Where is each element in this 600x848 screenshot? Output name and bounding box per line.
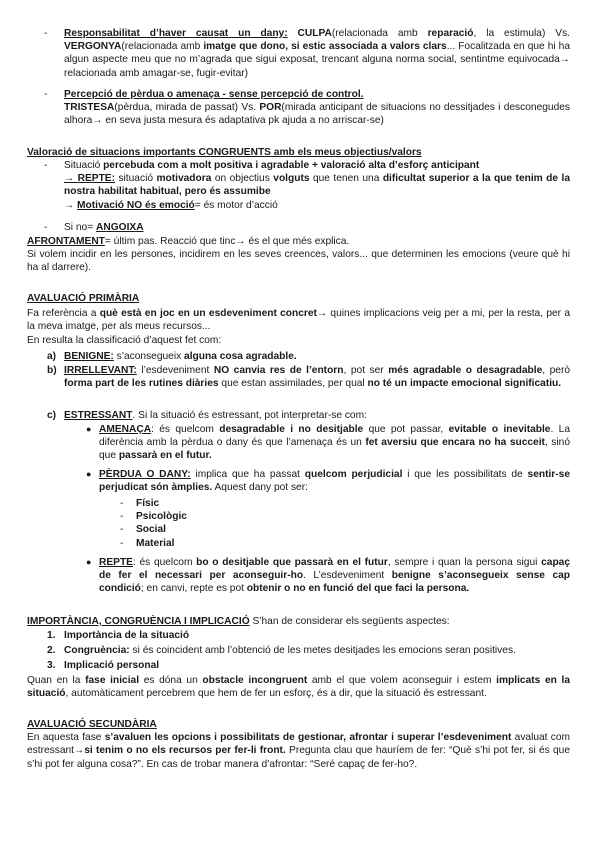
motivacio-line <box>64 199 600 212</box>
culpa-word: CULPA <box>297 28 332 39</box>
irrellevant-text <box>64 364 570 390</box>
primaria-text: → quines implicacions veig per a mi, per la resta, per a la meva imatge, per als meus recursos... <box>27 308 570 333</box>
valoracio-heading: Valoració de situacions importants CONGRUENTS amb els meus objectius/valors <box>27 147 422 158</box>
list-marker: - <box>120 511 124 523</box>
secundaria-section <box>0 718 600 771</box>
dany-types-list <box>0 497 600 550</box>
amenaca-text-part: que pot passar, <box>363 424 449 435</box>
amenaca-bold: evitable o inevitable <box>448 424 551 435</box>
benigne-text <box>64 350 600 363</box>
primaria-item-irrellevant <box>0 364 600 390</box>
importancia-bold: obstacle incongruent <box>202 675 308 686</box>
irrellevant-label: IRRELLEVANT: <box>64 365 137 376</box>
importancia-heading: IMPORTÀNCIA, CONGRUÈNCIA I IMPLICACIÓ <box>27 616 250 627</box>
intro-item-tristesa <box>0 88 600 128</box>
dany-type-fisic: Físic <box>136 498 160 509</box>
repte-item <box>0 556 600 596</box>
afrontament-text: = últim pas. Reacció que tinc→ és el que més explica. <box>104 236 350 247</box>
valoracio-item-text <box>64 159 570 199</box>
repte-text <box>99 556 570 596</box>
repte-bold: obtenir o no en funció del que faci la persona. <box>246 583 470 595</box>
list-marker: - <box>44 222 48 233</box>
vergonya-word: VERGONYA <box>64 41 122 53</box>
angoixa-word: ANGOIXA <box>96 222 144 233</box>
perdua-label: PÈRDUA O DANY: <box>99 469 191 480</box>
angoixa-text: Si no= <box>64 222 97 233</box>
estressant-text <box>64 409 600 422</box>
culpa-text: , la estimula) Vs. <box>473 28 570 39</box>
list-marker: - <box>44 160 48 171</box>
amenaca-bold: desagradable i no desitjable <box>219 424 364 435</box>
amenaca-bold: passarà en el futur. <box>118 450 212 462</box>
list-marker: 1. <box>47 630 56 641</box>
importancia-bold: implicats en la situació <box>27 675 570 700</box>
amenaca-text-part: , sinó que <box>99 437 570 462</box>
list-marker: - <box>44 89 48 100</box>
bullet-icon: ● <box>86 469 92 479</box>
list-marker: - <box>120 537 124 549</box>
irrellevant-text-part: , però <box>542 365 570 376</box>
vergonya-text: ... Focalitzada en que hi ha algun aspecte meu que no m’agrada que sigui exposat, trencant alguna norma social, sentintme equivocada→ relacionada amb amagar-se, fugir-evitar) <box>64 41 571 79</box>
valoracio-item-situacio <box>0 159 600 212</box>
valoracio-section <box>0 146 600 159</box>
dany-type-item <box>0 523 600 536</box>
volguts-word: volguts <box>273 173 310 185</box>
list-marker: a) <box>47 351 57 362</box>
primaria-heading: AVALUACIÓ PRIMÀRIA <box>27 293 140 304</box>
bullet-icon: ● <box>86 557 92 567</box>
irrellevant-bold: no té un impacte emocional significatiu. <box>367 378 562 390</box>
importancia-heading-line <box>27 615 600 628</box>
importancia-item <box>0 629 600 644</box>
afrontament-paragraph: Si volem incidir en les persones, incidirem en les seves creences, valors... que determinen les emocions (veure què hi ha al darrere). <box>27 249 570 274</box>
por-text: (mirada anticipant de situacions no dessitjades i desconegudes alhora→ en seva justa mesura és adaptativa pk ajuda a no arriscar-se) <box>64 102 570 127</box>
bullet-icon: ● <box>86 424 92 434</box>
arrow: → <box>64 199 78 211</box>
perdua-bold: quelcom perjudicial <box>304 469 403 480</box>
primaria-bold: què està en joc en un esdeveniment concret <box>99 308 317 320</box>
primaria-classification-intro: En resulta la classificació d’aquest fet com: <box>27 334 222 346</box>
estressant-label: ESTRESSANT <box>64 410 133 421</box>
irrellevant-text-part: , pot ser <box>343 365 389 376</box>
importancia-paragraph <box>0 674 600 700</box>
perdua-text <box>99 468 570 494</box>
intro-item-tristesa-text <box>64 88 570 128</box>
perdua-amenaca-title: Percepció de pèrdua o amenaça - sense percepció de control. <box>64 89 364 100</box>
amenaca-text <box>99 423 570 463</box>
irrellevant-text-part: l’esdeveniment <box>136 365 214 376</box>
afrontament-label: AFRONTAMENT <box>27 236 105 247</box>
vergonya-text: (relacionada amb <box>121 41 204 53</box>
por-word: POR <box>259 102 282 114</box>
amenaca-label: AMENAÇA <box>99 424 152 435</box>
secundaria-text: Pregunta clau que hauríem de fer: “Què s’hi pot fer, si és que s’hi pot fer alguna cosa?”. En cas de trobar manera d’afrontar: “Seré capaç de fer-ho?. <box>27 745 571 770</box>
vergonya-bold: imatge que dono, si estic associada a valors clars <box>203 41 447 53</box>
primaria-item-estressant <box>0 409 600 422</box>
repte-text-part: , sempre i quan la persona sigui <box>387 557 542 568</box>
secundaria-text: En aquesta fase <box>27 732 105 744</box>
dany-type-item <box>0 510 600 523</box>
primaria-text: Fa referència a <box>27 308 100 320</box>
dany-type-social: Social <box>136 524 167 536</box>
valoracio-text: situació <box>115 173 157 185</box>
list-marker: - <box>120 498 124 509</box>
importancia-item-label: Implicació personal <box>64 660 160 671</box>
importancia-text: Quan en la <box>27 675 86 686</box>
repte-bold: benigne s’aconsegueix sense cap condició <box>99 570 570 595</box>
repte-label: → REPTE: <box>64 173 115 185</box>
importancia-item-label: Congruència: <box>64 645 130 656</box>
list-marker: - <box>44 28 48 39</box>
perdua-text-part: Aquest dany pot ser: <box>212 482 308 494</box>
perdua-text-part: implica que ha passat <box>190 469 305 480</box>
importancia-heading-rest: S’han de considerar els següents aspectes: <box>249 616 450 627</box>
afrontament-line <box>27 235 600 248</box>
irrellevant-bold: més agradable o desagradable <box>388 365 543 376</box>
valoracio-bold: percebuda com a molt positiva i agradable + valoració alta d’esforç anticipant <box>103 160 480 171</box>
list-marker: c) <box>47 410 57 421</box>
amenaca-bold: fet aversiu que encara no ha succeit <box>365 437 545 449</box>
importancia-text: es dóna un <box>139 675 203 686</box>
afrontament-block <box>0 235 600 275</box>
primaria-item-benigne <box>0 350 600 363</box>
irrellevant-text-part: que estan assimilades, per qual <box>218 378 368 390</box>
irrellevant-bold: forma part de les rutines diàries <box>64 378 219 390</box>
valoracio-text: on objectius <box>211 173 274 185</box>
tristesa-word: TRISTESA <box>64 102 115 114</box>
importancia-text: amb el que volem aconseguir i estem <box>307 675 497 686</box>
repte-text-part: ; en canvi, repte es pot <box>140 583 247 595</box>
list-marker: b) <box>47 365 57 376</box>
benigne-bold: alguna cosa agradable. <box>184 351 297 362</box>
importancia-section <box>0 615 600 628</box>
dany-type-material: Material <box>136 537 175 549</box>
intro-item-culpa <box>0 27 600 80</box>
repte-bold: bo o desitjable que passarà en el futur <box>196 557 388 568</box>
repte-text-part: . L’esdeveniment <box>303 570 392 582</box>
list-marker: 2. <box>47 645 56 656</box>
perdua-item <box>0 468 600 494</box>
angoixa-line <box>64 221 600 234</box>
secundaria-bold: si tenim o no els recursos per fer-li front. <box>84 745 286 757</box>
importancia-paragraph-text <box>27 674 570 700</box>
importancia-list <box>0 629 600 674</box>
intro-item-culpa-text <box>64 27 570 80</box>
irrellevant-bold: NO canvia res de l’entorn <box>213 365 344 376</box>
importancia-item-label: Importància de la situació <box>64 630 190 641</box>
importancia-item-text: si és coincident amb l’obtenció de les metes desitjades les emocions seran positives. <box>129 645 516 656</box>
amenaca-item <box>0 423 600 463</box>
primaria-section <box>0 292 600 347</box>
repte-text-part: : és quelcom <box>132 557 197 568</box>
importancia-item <box>0 644 600 659</box>
list-marker: - <box>120 524 124 536</box>
importancia-text: , automàticament percebrem que hem de fer un esforç, és a dir, que la situació és estressant. <box>65 688 487 700</box>
benigne-text-part: s’aconsegueix <box>113 351 185 362</box>
benigne-label: BENIGNE: <box>64 351 114 362</box>
secundaria-bold: s’avaluen les opcions i possibilitats de gestionar, afrontar i superar l’esdeveniment <box>104 732 512 744</box>
motivacio-label: Motivació NO és emoció <box>77 199 195 211</box>
importancia-bold: fase inicial <box>85 675 140 686</box>
list-marker: 3. <box>47 660 56 671</box>
secundaria-text: avaluat com estressant→ <box>27 732 570 757</box>
amenaca-text-part: . La diferència amb la pèrdua o dany és que l’amenaça és un <box>99 424 570 449</box>
motivadora-word: motivadora <box>156 173 212 185</box>
repte-bold: capaç de fer el necessari per aconseguir-ho <box>99 557 570 582</box>
dany-type-item <box>0 537 600 550</box>
tristesa-text: (pèrdua, mirada de passat) Vs. <box>114 102 260 114</box>
dany-type-item <box>0 497 600 510</box>
dificultat-text: dificultat superior a la que tenim de la nostra habilitat habitual, pero és assumibe <box>64 173 571 198</box>
reparacio-word: reparació <box>427 28 474 39</box>
culpa-title: Responsabilitat d’haver causat un dany: <box>64 28 288 39</box>
perdua-bold: sentir-se perjudicat són àmplies. <box>99 469 570 494</box>
secundaria-heading: AVALUACIÓ SECUNDÀRIA <box>27 719 157 730</box>
valoracio-item-angoixa <box>0 221 600 234</box>
valoracio-text: Situació <box>64 160 104 171</box>
motivacio-text: = és motor d’acció <box>194 199 278 211</box>
estressant-text-part: . Si la situació és estressant, pot interpretar-se com: <box>132 410 367 421</box>
dany-type-psicologic: Psicològic <box>136 511 187 523</box>
culpa-text: (relacionada amb <box>331 28 428 39</box>
secundaria-paragraph <box>27 731 570 771</box>
importancia-item <box>0 659 600 674</box>
valoracio-text: que tenen una <box>309 173 383 185</box>
primaria-paragraph <box>27 307 570 333</box>
amenaca-text-part: : és quelcom <box>151 424 220 435</box>
perdua-text-part: i que les possibilitats de <box>402 469 528 480</box>
repte-label: REPTE <box>99 557 133 568</box>
